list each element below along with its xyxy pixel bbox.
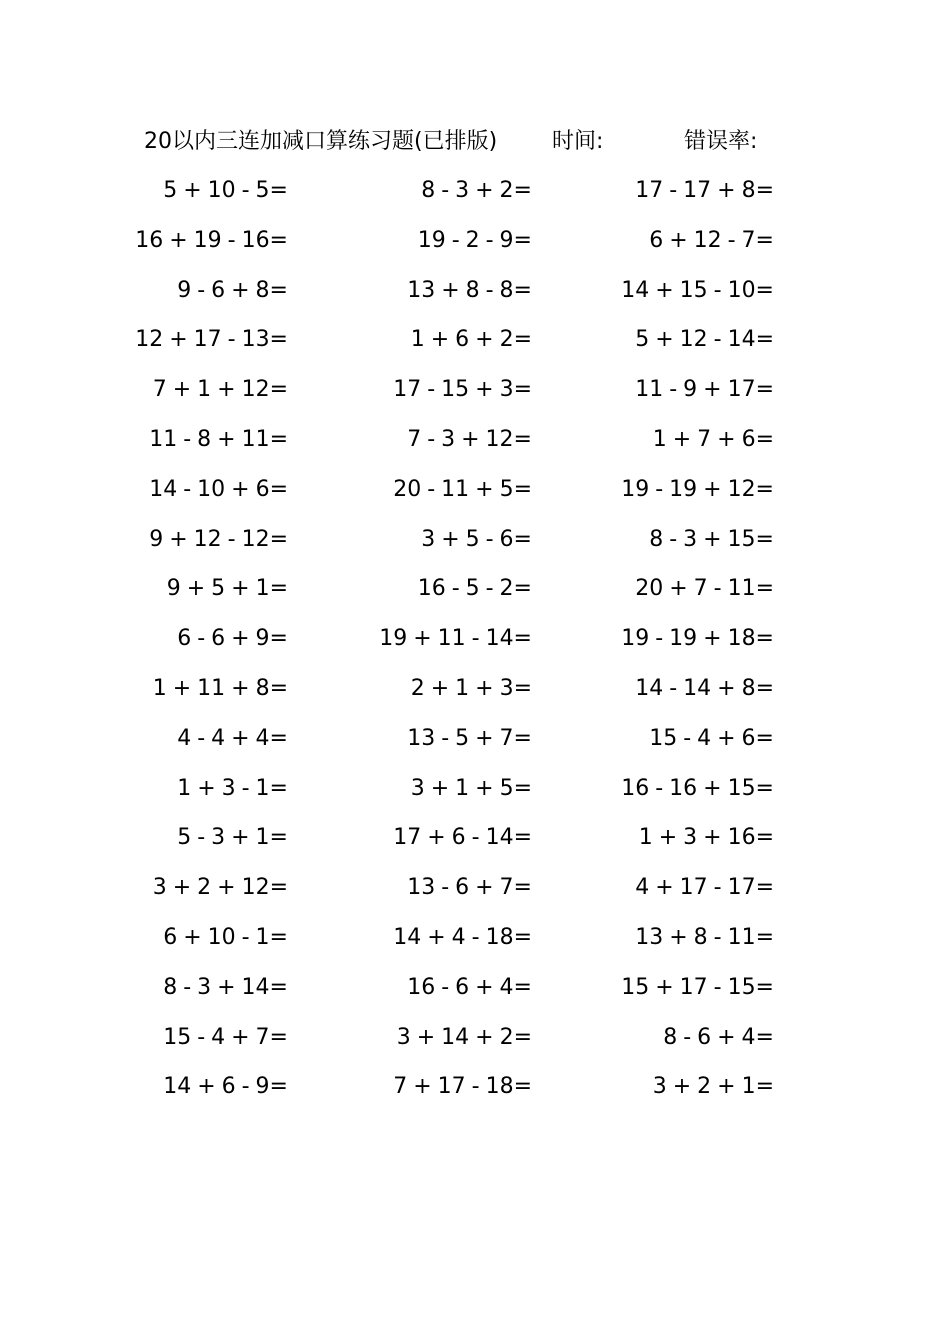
problem: 3 + 2 + 12= [152,875,288,901]
problem-row [0,664,950,714]
problem: 15 - 4 + 6= [649,725,774,751]
problem: 16 + 19 - 16= [135,227,288,253]
problem: 4 + 17 - 17= [635,875,774,901]
problem: 17 - 17 + 8= [635,178,774,203]
problem: 1 + 3 + 16= [638,825,774,851]
problem-row [0,714,950,764]
problem: 6 - 6 + 9= [177,626,288,652]
problem-row [0,365,950,415]
problem-grid [0,166,950,1112]
problem: 14 + 6 - 9= [163,1074,288,1100]
problem: 6 + 12 - 7= [649,227,774,253]
problem: 19 - 19 + 18= [621,626,774,652]
problem-row [0,863,950,913]
problem: 20 + 7 - 11= [635,576,774,602]
problem: 8 - 3 + 15= [649,526,774,552]
problem: 7 + 17 - 18= [393,1074,532,1100]
worksheet-header [0,124,950,160]
problem: 9 - 6 + 8= [177,277,288,303]
problem: 1 + 6 + 2= [410,327,532,353]
problem: 13 + 8 - 8= [407,277,532,303]
problem: 3 + 14 + 2= [396,1024,532,1050]
problem: 13 - 5 + 7= [407,725,532,751]
problem: 13 + 8 - 11= [635,924,774,950]
problem: 8 - 6 + 4= [663,1024,774,1050]
problem-row [0,913,950,963]
problem: 7 - 3 + 12= [407,426,532,452]
worksheet-title: 20以内三连加减口算练习题(已排版) [144,129,498,154]
problem-row [0,465,950,515]
problem-row [0,515,950,565]
problem: 1 + 7 + 6= [652,426,774,452]
problem: 20 - 11 + 5= [393,476,532,502]
problem: 14 + 15 - 10= [621,277,774,303]
problem: 14 + 4 - 18= [393,924,532,950]
problem: 15 - 4 + 7= [163,1024,288,1050]
problem-row [0,813,950,863]
problem-row [0,1062,950,1112]
problem: 17 - 15 + 3= [393,377,532,403]
problem: 19 - 2 - 9= [417,227,532,253]
problem: 9 + 12 - 12= [149,526,288,552]
problem: 3 + 5 - 6= [421,526,532,552]
problem: 3 + 2 + 1= [652,1074,774,1100]
problem: 8 - 3 + 2= [421,178,532,203]
problem-row [0,963,950,1013]
problem: 19 + 11 - 14= [379,626,532,652]
problem: 5 + 12 - 14= [635,327,774,353]
problem-row [0,415,950,465]
problem: 14 - 14 + 8= [635,675,774,701]
problem-row [0,764,950,814]
problem: 11 - 9 + 17= [635,377,774,403]
time-label: 时间: [552,129,604,154]
problem: 5 - 3 + 1= [177,825,288,851]
problem: 9 + 5 + 1= [166,576,288,602]
problem: 1 + 3 - 1= [177,775,288,801]
problem: 6 + 10 - 1= [163,924,288,950]
problem: 16 - 5 - 2= [417,576,532,602]
problem-row [0,216,950,266]
problem: 1 + 11 + 8= [152,675,288,701]
problem: 5 + 10 - 5= [163,178,288,203]
problem: 17 + 6 - 14= [393,825,532,851]
problem-row [0,564,950,614]
problem-row [0,166,950,216]
problem: 3 + 1 + 5= [410,775,532,801]
problem: 2 + 1 + 3= [410,675,532,701]
problem: 12 + 17 - 13= [135,327,288,353]
error-rate-label: 错误率: [684,129,758,154]
problem-row [0,1013,950,1063]
problem: 8 - 3 + 14= [163,974,288,1000]
problem-row [0,614,950,664]
problem: 13 - 6 + 7= [407,875,532,901]
problem: 7 + 1 + 12= [152,377,288,403]
problem: 19 - 19 + 12= [621,476,774,502]
problem: 15 + 17 - 15= [621,974,774,1000]
problem-row [0,266,950,316]
problem: 16 - 16 + 15= [621,775,774,801]
problem: 14 - 10 + 6= [149,476,288,502]
problem: 4 - 4 + 4= [177,725,288,751]
problem: 16 - 6 + 4= [407,974,532,1000]
problem: 11 - 8 + 11= [149,426,288,452]
problem-row [0,315,950,365]
